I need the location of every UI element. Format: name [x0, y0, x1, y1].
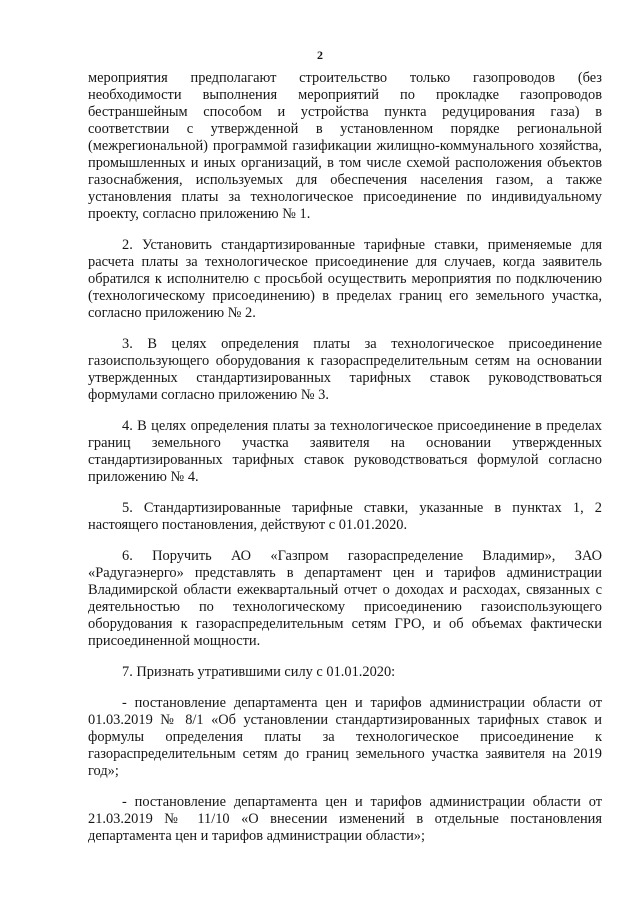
paragraph-item-2: 2. Установить стандартизированные тарифные ставки, применяемые для расчета платы за технологическое присоединение для случаев, когда заявитель обратился к исполнителю с просьбой осуществить мероприятия по подключению (технологическому присоединению) в пределах границ его земельного участка, согласно приложению № 2. — [88, 237, 602, 321]
paragraph-item-6: 6. Поручить АО «Газпром газораспределение Владимир», ЗАО «Радугаэнерго» представлять в департамент цен и тарифов администрации Владимирской области ежеквартальный отчет о доходах и расходах, связанных с деятельностью по технологическому присоединению газоиспользующего оборудования к газораспределительным сетям ГРО, и об объемах фактически присоединенной мощности. — [88, 548, 602, 649]
paragraph-item-4: 4. В целях определения платы за технологическое присоединение в пределах границ земельного участка заявителя на основании утвержденных стандартизированных тарифных ставок руководствоваться формулой согласно приложению № 4. — [88, 418, 602, 485]
page-number: 2 — [317, 48, 323, 62]
paragraph-item-5: 5. Стандартизированные тарифные ставки, указанные в пунктах 1, 2 настоящего постановления, действуют с 01.01.2020. — [88, 500, 602, 533]
paragraph-item-7: 7. Признать утратившими силу с 01.01.2020: — [122, 664, 396, 680]
paragraph-item-3: 3. В целях определения платы за технологическое присоединение газоиспользующего оборудования к газораспределительным сетям на основании утвержденных стандартизированных тарифных ставок руководствоваться формулами согласно приложению № 3. — [88, 336, 602, 403]
paragraph-repealed-11-10: - постановление департамента цен и тарифов администрации области от 21.03.2019 № 11/10 «О внесении изменений в отдельные постановления департамента цен и тарифов администрации области»; — [88, 794, 602, 844]
paragraph-repealed-8-1: - постановление департамента цен и тарифов администрации области от 01.03.2019 № 8/1 «Об установлении стандартизированных тарифных ставок и формулы определения платы за технологическое присоединение к газораспределительным сетям до границ земельного участка заявителя на 2019 год»; — [88, 695, 602, 779]
document-body — [88, 70, 602, 845]
paragraph-continuation: мероприятия предполагают строительство только газопроводов (без необходимости выполнения мероприятий по прокладке газопроводов бестраншейным способом и устройства пункта редуцирования газа) в соответствии с утвержденной в установленном порядке региональной (межрегиональной) программой газификации жилищно-коммунального хозяйства, промышленных и иных организаций, в том числе схемой расположения объектов газоснабжения, используемых для обеспечения населения газом, а также установления платы за технологическое присоединение по индивидуальному проекту, согласно приложению № 1. — [88, 70, 602, 222]
